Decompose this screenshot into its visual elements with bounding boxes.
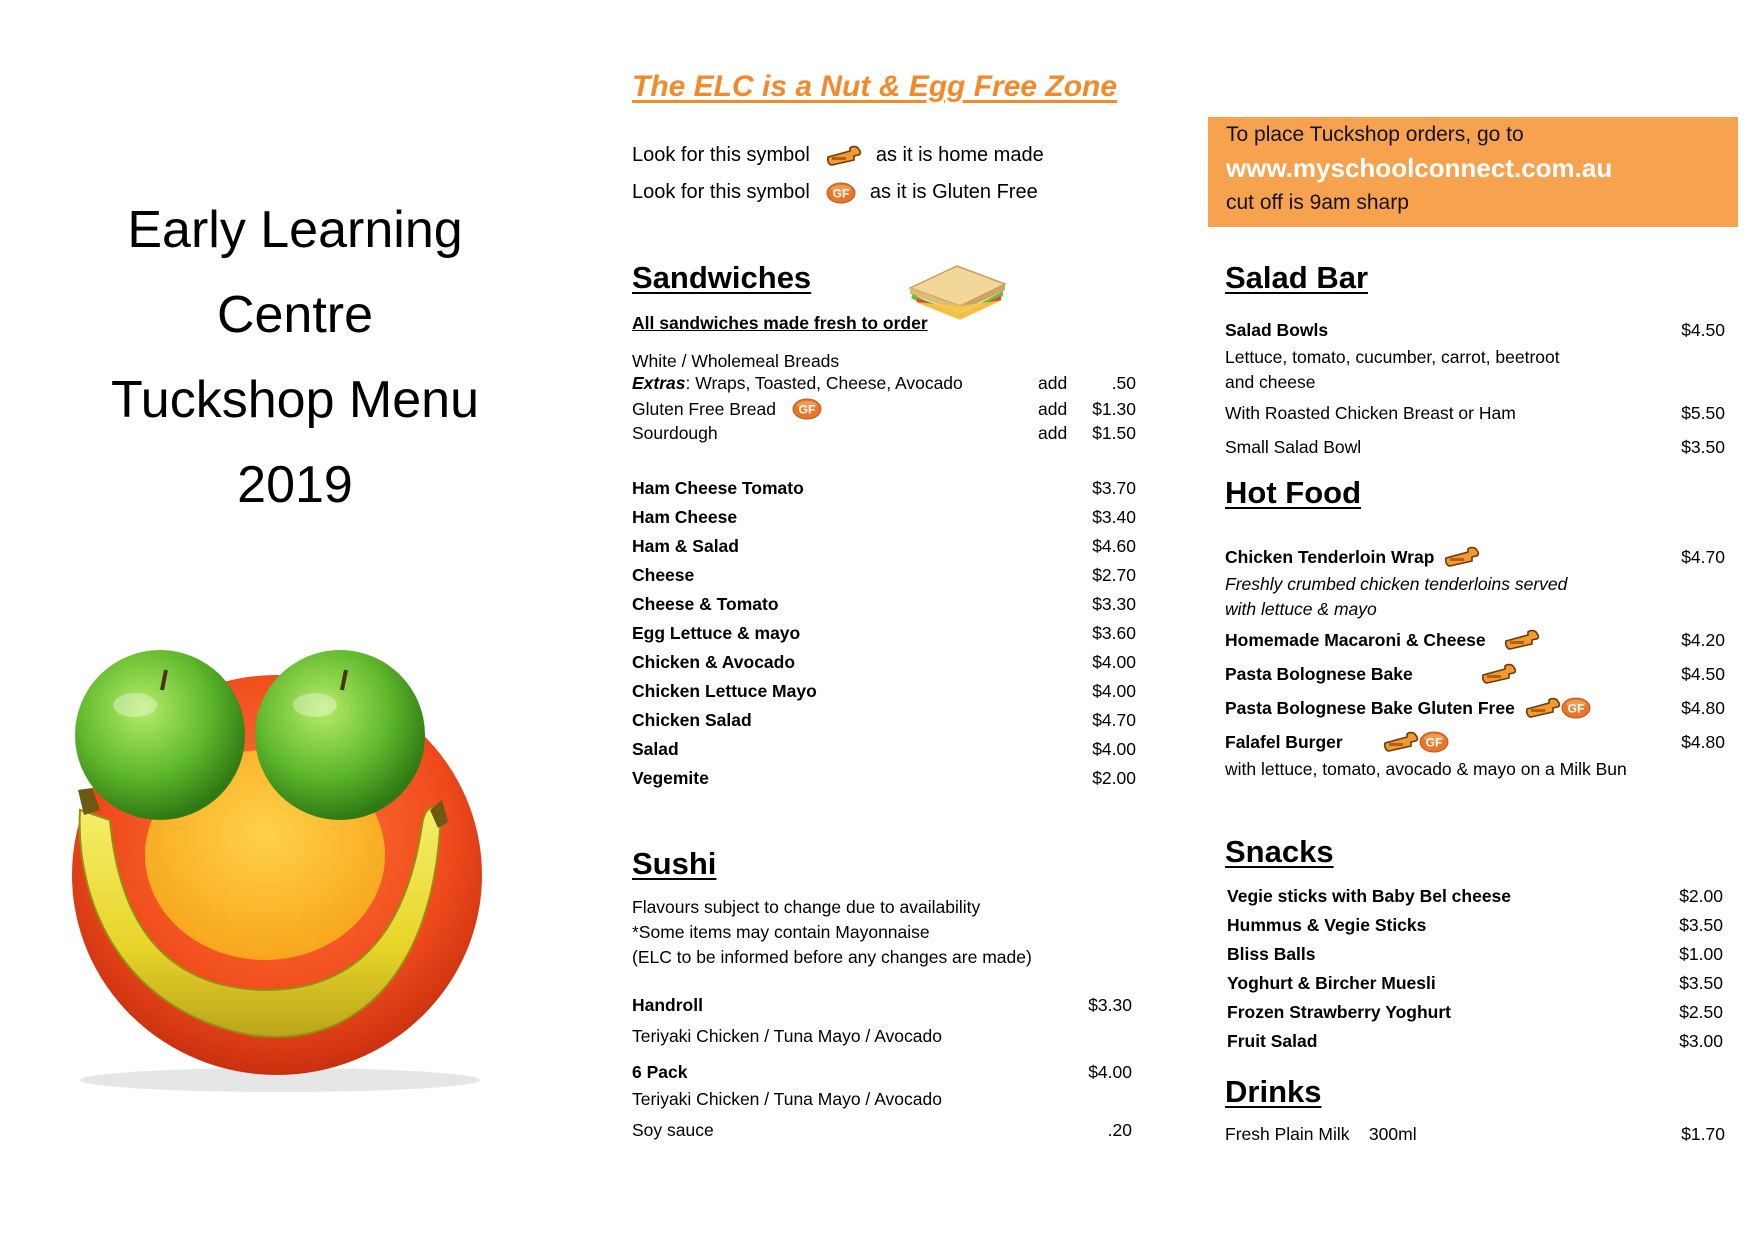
gluten-free-icon bbox=[826, 182, 856, 204]
item-name: Salad bbox=[632, 739, 679, 759]
menu-item-row bbox=[632, 594, 1136, 615]
price: $4.70 bbox=[1092, 710, 1136, 730]
item-name: Chicken Tenderloin Wrap bbox=[1225, 546, 1435, 567]
item-name: Egg Lettuce & mayo bbox=[632, 623, 801, 643]
homemade-icon bbox=[1481, 663, 1517, 685]
price: $3.60 bbox=[1092, 623, 1136, 643]
fruit-smiley-image bbox=[50, 650, 505, 1095]
item-name: 6 Pack bbox=[632, 1062, 688, 1082]
price: $2.00 bbox=[1679, 886, 1723, 906]
hot-food-row bbox=[1225, 663, 1725, 685]
legend-text: Look for this symbol bbox=[632, 144, 810, 166]
price: $3.00 bbox=[1679, 1031, 1723, 1051]
price: $4.50 bbox=[1681, 663, 1725, 684]
item-name: Chicken & Avocado bbox=[632, 652, 796, 672]
item-name: Chicken Salad bbox=[632, 710, 752, 730]
item-name: Fresh Plain Milk 300ml bbox=[1225, 1124, 1417, 1144]
price: $4.70 bbox=[1681, 546, 1725, 567]
hot-food-title: Hot Food bbox=[1225, 475, 1362, 510]
item-name: Ham & Salad bbox=[632, 536, 739, 556]
hot-food-desc: Freshly crumbed chicken tenderloins served bbox=[1225, 574, 1568, 594]
menu-item-row bbox=[1227, 915, 1723, 936]
price: $4.00 bbox=[1092, 652, 1136, 672]
legend-text: Look for this symbol bbox=[632, 181, 810, 203]
item-name: Pasta Bolognese Bake Gluten Free bbox=[1225, 697, 1515, 718]
item-name: Pasta Bolognese Bake bbox=[1225, 663, 1413, 684]
item-name: Chicken Lettuce Mayo bbox=[632, 681, 817, 701]
item-name: Cheese & Tomato bbox=[632, 594, 779, 614]
homemade-icon bbox=[1504, 629, 1540, 651]
item-name: Vegie sticks with Baby Bel cheese bbox=[1227, 886, 1512, 906]
price: $4.00 bbox=[1092, 739, 1136, 759]
salad-bar-title: Salad Bar bbox=[1225, 260, 1369, 295]
gluten-free-icon bbox=[792, 398, 822, 420]
item-name: Small Salad Bowl bbox=[1225, 437, 1362, 457]
menu-item-row bbox=[632, 623, 1136, 644]
menu-item-row bbox=[632, 536, 1136, 557]
sushi-note: *Some items may contain Mayonnaise bbox=[632, 922, 930, 942]
add-label: add bbox=[1038, 373, 1068, 393]
price: $1.50 bbox=[1092, 423, 1136, 443]
price: .20 bbox=[1107, 1120, 1132, 1140]
title-line: Centre bbox=[216, 286, 374, 344]
sandwiches-title: Sandwiches bbox=[632, 260, 812, 295]
sushi-note: Flavours subject to change due to availability bbox=[632, 897, 981, 917]
salad-row bbox=[1225, 437, 1725, 458]
snacks-title: Snacks bbox=[1225, 834, 1334, 869]
nut-egg-free-title: The ELC is a Nut & Egg Free Zone bbox=[632, 70, 1118, 103]
price: $5.50 bbox=[1681, 403, 1725, 423]
order-info-box bbox=[1208, 117, 1738, 227]
price: $4.00 bbox=[1088, 1062, 1132, 1082]
add-label: add bbox=[1038, 398, 1068, 419]
item-name: Falafel Burger bbox=[1225, 731, 1343, 752]
price: $4.50 bbox=[1681, 320, 1725, 340]
price: $1.00 bbox=[1679, 944, 1723, 964]
extras-label: Extras bbox=[632, 373, 686, 393]
price: $3.50 bbox=[1679, 915, 1723, 935]
menu-item-row bbox=[632, 768, 1136, 789]
item-name: Handroll bbox=[632, 995, 703, 1015]
hot-food-row bbox=[1225, 629, 1725, 651]
menu-item-row bbox=[632, 565, 1136, 586]
main-title bbox=[50, 188, 540, 528]
drink-row bbox=[1225, 1124, 1725, 1145]
gluten-free-icon bbox=[1419, 731, 1449, 753]
homemade-icon bbox=[1444, 546, 1480, 568]
menu-item-row bbox=[1227, 1002, 1723, 1023]
sushi-desc: Teriyaki Chicken / Tuna Mayo / Avocado bbox=[632, 1089, 942, 1109]
price: $4.60 bbox=[1092, 536, 1136, 556]
cutoff-text: cut off is 9am sharp bbox=[1226, 191, 1409, 214]
price: $4.80 bbox=[1681, 697, 1725, 718]
option-name: Sourdough bbox=[632, 423, 718, 443]
menu-item-row bbox=[1227, 886, 1723, 907]
price: $4.80 bbox=[1681, 731, 1725, 752]
order-url-link[interactable]: www.myschoolconnect.com.au bbox=[1226, 153, 1613, 183]
item-name: Homemade Macaroni & Cheese bbox=[1225, 629, 1486, 650]
item-name: Ham Cheese Tomato bbox=[632, 478, 804, 498]
item-name: With Roasted Chicken Breast or Ham bbox=[1225, 403, 1516, 423]
sushi-note: (ELC to be informed before any changes are made) bbox=[632, 947, 1032, 967]
menu-item-row bbox=[632, 739, 1136, 760]
option-row bbox=[632, 398, 1136, 420]
salad-bowls-row bbox=[1225, 320, 1725, 341]
price: $3.40 bbox=[1092, 507, 1136, 527]
item-name: Hummus & Vegie Sticks bbox=[1227, 915, 1427, 935]
price: $4.00 bbox=[1092, 681, 1136, 701]
homemade-icon bbox=[1525, 697, 1561, 719]
title-line: Early Learning bbox=[127, 201, 463, 259]
price: $1.70 bbox=[1681, 1124, 1725, 1144]
price: $3.50 bbox=[1679, 973, 1723, 993]
homemade-icon bbox=[1383, 731, 1419, 753]
soy-sauce-row bbox=[632, 1120, 1132, 1141]
menu-item-row bbox=[1227, 1031, 1723, 1052]
extras-row bbox=[632, 373, 1136, 394]
menu-item-row bbox=[632, 710, 1136, 731]
title-line: 2019 bbox=[237, 456, 353, 514]
homemade-legend bbox=[632, 144, 1044, 167]
title-line: Tuckshop Menu bbox=[110, 371, 480, 429]
item-name: Bliss Balls bbox=[1227, 944, 1316, 964]
price: $2.00 bbox=[1092, 768, 1136, 788]
hot-food-desc: with lettuce & mayo bbox=[1225, 599, 1377, 619]
item-name: Fruit Salad bbox=[1227, 1031, 1318, 1051]
menu-item-row bbox=[1227, 944, 1723, 965]
gluten-free-icon bbox=[1561, 697, 1591, 719]
price: $3.30 bbox=[1088, 995, 1132, 1015]
salad-desc: Lettuce, tomato, cucumber, carrot, beetroot bbox=[1225, 347, 1560, 367]
price: $3.70 bbox=[1092, 478, 1136, 498]
menu-item-row bbox=[632, 652, 1136, 673]
item-name: Soy sauce bbox=[632, 1120, 714, 1140]
salad-row bbox=[1225, 403, 1725, 424]
hot-food-row bbox=[1225, 546, 1725, 568]
item-name: Salad Bowls bbox=[1225, 320, 1329, 340]
sushi-item-row bbox=[632, 1062, 1132, 1083]
price: $1.30 bbox=[1092, 398, 1136, 419]
option-row bbox=[632, 423, 1136, 444]
sushi-desc: Teriyaki Chicken / Tuna Mayo / Avocado bbox=[632, 1026, 942, 1046]
order-text: To place Tuckshop orders, go to bbox=[1226, 123, 1524, 146]
item-name: Cheese bbox=[632, 565, 695, 585]
price: $3.30 bbox=[1092, 594, 1136, 614]
price: $2.50 bbox=[1679, 1002, 1723, 1022]
price: $2.70 bbox=[1092, 565, 1136, 585]
gluten-free-legend bbox=[632, 181, 1038, 204]
salad-desc: and cheese bbox=[1225, 372, 1316, 392]
hot-food-row bbox=[1225, 697, 1725, 719]
menu-item-row bbox=[632, 478, 1136, 499]
add-label: add bbox=[1038, 423, 1068, 443]
sushi-title: Sushi bbox=[632, 846, 717, 881]
price: $3.50 bbox=[1681, 437, 1725, 457]
price: .50 bbox=[1111, 373, 1136, 393]
item-name: Vegemite bbox=[632, 768, 709, 788]
falafel-desc: with lettuce, tomato, avocado & mayo on a Milk Bun bbox=[1225, 759, 1627, 779]
breads-text: White / Wholemeal Breads bbox=[632, 351, 840, 371]
menu-item-row bbox=[632, 681, 1136, 702]
item-name: Yoghurt & Bircher Muesli bbox=[1227, 973, 1436, 993]
item-name: Ham Cheese bbox=[632, 507, 738, 527]
option-name: Gluten Free Bread bbox=[632, 398, 776, 419]
sushi-item-row bbox=[632, 995, 1132, 1016]
menu-item-row bbox=[1227, 973, 1723, 994]
sandwiches-subtitle: All sandwiches made fresh to order bbox=[632, 313, 928, 333]
menu-item-row bbox=[632, 507, 1136, 528]
homemade-icon bbox=[826, 145, 862, 167]
legend-text: as it is home made bbox=[875, 144, 1044, 166]
drinks-title: Drinks bbox=[1225, 1074, 1322, 1109]
item-name: Frozen Strawberry Yoghurt bbox=[1227, 1002, 1451, 1022]
legend-text: as it is Gluten Free bbox=[869, 181, 1038, 203]
extras-text: : Wraps, Toasted, Cheese, Avocado bbox=[685, 373, 963, 393]
hot-food-row bbox=[1225, 731, 1725, 753]
price: $4.20 bbox=[1681, 629, 1725, 650]
